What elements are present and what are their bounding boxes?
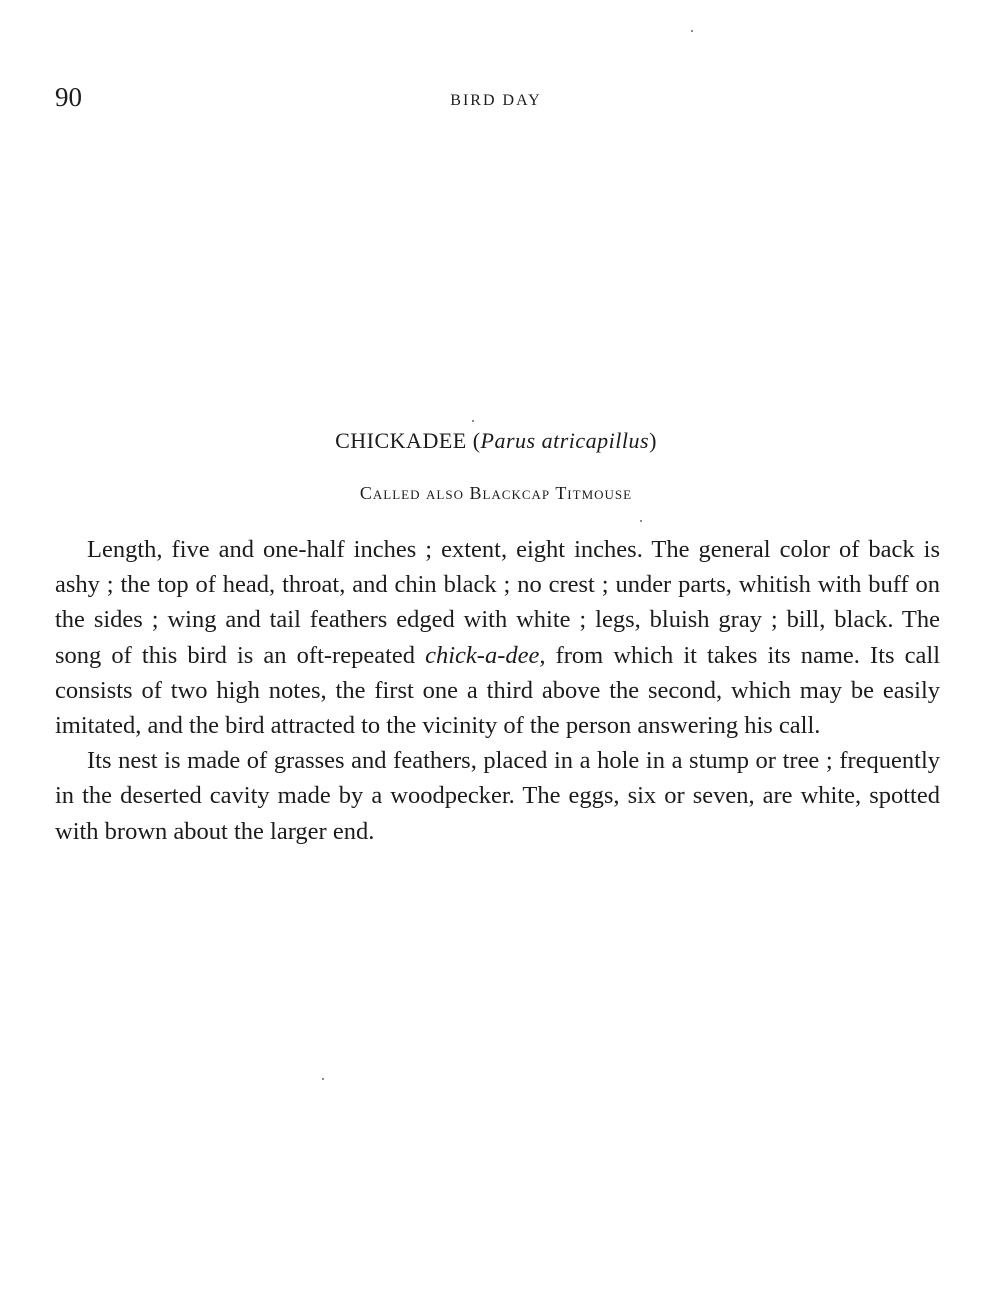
scan-speck — [322, 1078, 324, 1080]
scan-speck — [691, 30, 693, 32]
title-paren-close: ) — [649, 428, 657, 453]
scan-speck — [640, 520, 642, 522]
running-title: BIRD DAY — [450, 92, 542, 109]
paragraph-1-part-a: Length, five and one-half inches ; extent, eight inches. The general color of back is ashy ; the top of head, throat, and chin black ; no crest ; under parts, whitish with buff on the sides ; wing and tail feathers edged with white ; legs, bluish gray ; bill, black. The song of this bird is an oft-repeated — [55, 536, 940, 669]
entry-body — [55, 532, 940, 849]
scan-speck — [472, 420, 474, 422]
common-name: CHICKADEE — [335, 428, 467, 453]
running-head — [0, 92, 992, 110]
paragraph-description — [55, 532, 940, 743]
latin-name: Parus atricapillus — [480, 428, 650, 453]
entry-subtitle: Called also Blackcap Titmouse — [359, 483, 633, 503]
title-paren-open: ( — [472, 428, 481, 453]
paragraph-nest: Its nest is made of grasses and feathers, placed in a hole in a stump or tree ; frequently in the deserted cavity made by a woodpecker. The eggs, six or seven, are white, spotted with brown about the larger end. — [55, 747, 940, 845]
page-number: 90 — [55, 82, 82, 112]
paragraph-1-part-b: from which it takes its name. Its call consists of two high notes, the first one a third above the second, which may be easily imitated, and the bird attracted to the vicinity of the person answering his call. — [55, 641, 941, 740]
entry-title — [0, 428, 992, 454]
call-phrase: chick-a-dee, — [425, 641, 546, 669]
